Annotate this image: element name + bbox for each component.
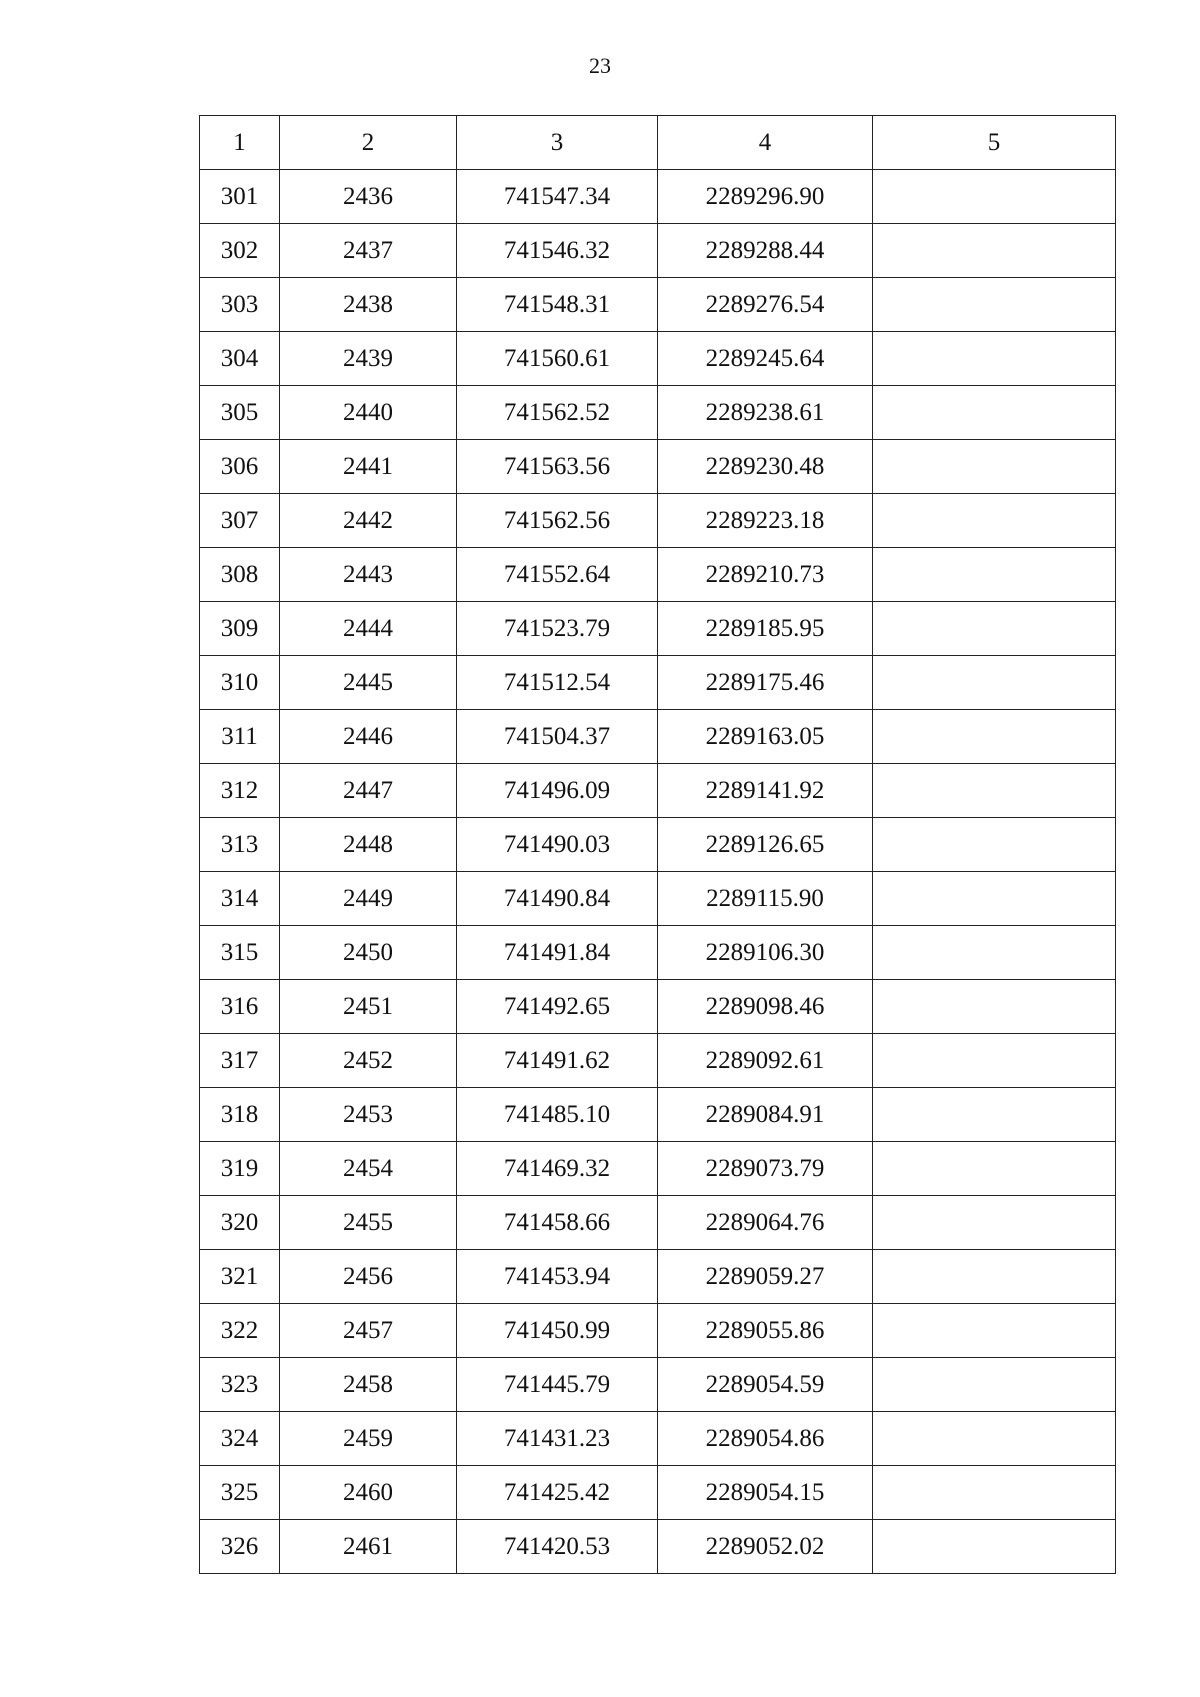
table-cell: 2289245.64 [658, 332, 873, 386]
table-cell: 2289185.95 [658, 602, 873, 656]
header-cell: 4 [658, 116, 873, 170]
table-cell: 741420.53 [457, 1520, 658, 1574]
table-row [200, 1034, 1116, 1088]
table-cell [873, 1466, 1116, 1520]
table-row [200, 818, 1116, 872]
table-cell [873, 710, 1116, 764]
table-cell: 2289163.05 [658, 710, 873, 764]
table-cell: 2289064.76 [658, 1196, 873, 1250]
table-cell: 2289054.59 [658, 1358, 873, 1412]
table-cell: 741458.66 [457, 1196, 658, 1250]
table-cell: 2436 [280, 170, 457, 224]
table-row [200, 332, 1116, 386]
table-cell: 321 [200, 1250, 280, 1304]
table-cell: 2289059.27 [658, 1250, 873, 1304]
table-cell: 741425.42 [457, 1466, 658, 1520]
table-cell [873, 278, 1116, 332]
table-cell: 313 [200, 818, 280, 872]
table-cell: 316 [200, 980, 280, 1034]
table-cell: 309 [200, 602, 280, 656]
table-cell: 741562.56 [457, 494, 658, 548]
table-cell: 741562.52 [457, 386, 658, 440]
table-cell: 2461 [280, 1520, 457, 1574]
header-row [200, 116, 1116, 170]
table-cell: 2441 [280, 440, 457, 494]
table-cell: 2457 [280, 1304, 457, 1358]
table-cell: 318 [200, 1088, 280, 1142]
table-row [200, 1088, 1116, 1142]
table-cell: 2289276.54 [658, 278, 873, 332]
table-cell [873, 1088, 1116, 1142]
table-cell: 315 [200, 926, 280, 980]
table-cell [873, 1304, 1116, 1358]
table-cell [873, 494, 1116, 548]
table-row [200, 980, 1116, 1034]
table-cell: 2452 [280, 1034, 457, 1088]
table-cell: 741453.94 [457, 1250, 658, 1304]
table-cell: 324 [200, 1412, 280, 1466]
table-cell: 2289106.30 [658, 926, 873, 980]
table-cell: 305 [200, 386, 280, 440]
table-row [200, 278, 1116, 332]
table-cell: 312 [200, 764, 280, 818]
table-cell [873, 1034, 1116, 1088]
table-row [200, 872, 1116, 926]
table-cell: 741546.32 [457, 224, 658, 278]
table-cell: 325 [200, 1466, 280, 1520]
table-body [200, 170, 1116, 1574]
table-row [200, 170, 1116, 224]
table-cell: 2289238.61 [658, 386, 873, 440]
table-cell [873, 1250, 1116, 1304]
table-cell: 2437 [280, 224, 457, 278]
table-cell: 2440 [280, 386, 457, 440]
table-cell: 322 [200, 1304, 280, 1358]
table-cell: 2289115.90 [658, 872, 873, 926]
table-cell: 741560.61 [457, 332, 658, 386]
table-cell: 2460 [280, 1466, 457, 1520]
table-cell [873, 764, 1116, 818]
coordinates-table [199, 115, 1116, 1574]
table-cell [873, 332, 1116, 386]
table-cell: 2289055.86 [658, 1304, 873, 1358]
table-cell [873, 1520, 1116, 1574]
table-cell: 741491.62 [457, 1034, 658, 1088]
table-cell: 741490.03 [457, 818, 658, 872]
table-cell: 741512.54 [457, 656, 658, 710]
header-cell: 5 [873, 116, 1116, 170]
table-cell: 2289084.91 [658, 1088, 873, 1142]
table-cell: 741496.09 [457, 764, 658, 818]
table-cell: 301 [200, 170, 280, 224]
table-cell: 2456 [280, 1250, 457, 1304]
table-cell: 2445 [280, 656, 457, 710]
table-cell: 306 [200, 440, 280, 494]
table-cell: 2289054.86 [658, 1412, 873, 1466]
table-cell [873, 656, 1116, 710]
table-cell: 741547.34 [457, 170, 658, 224]
table-row [200, 1466, 1116, 1520]
table-cell: 741450.99 [457, 1304, 658, 1358]
table-row [200, 386, 1116, 440]
table-cell [873, 818, 1116, 872]
table-cell [873, 1196, 1116, 1250]
table-cell: 2454 [280, 1142, 457, 1196]
table-row [200, 1358, 1116, 1412]
table-cell: 317 [200, 1034, 280, 1088]
table-cell: 2451 [280, 980, 457, 1034]
table-row [200, 602, 1116, 656]
table-cell: 2289098.46 [658, 980, 873, 1034]
table-cell: 311 [200, 710, 280, 764]
table-cell: 741504.37 [457, 710, 658, 764]
table-row [200, 224, 1116, 278]
table-cell [873, 926, 1116, 980]
table-cell: 307 [200, 494, 280, 548]
table-cell: 2289054.15 [658, 1466, 873, 1520]
table-cell: 2449 [280, 872, 457, 926]
table-cell [873, 386, 1116, 440]
table-cell: 2289175.46 [658, 656, 873, 710]
table-cell: 2289296.90 [658, 170, 873, 224]
table-row [200, 1196, 1116, 1250]
table-cell: 2289126.65 [658, 818, 873, 872]
table-cell: 2289288.44 [658, 224, 873, 278]
table-cell: 2289210.73 [658, 548, 873, 602]
table-cell: 741490.84 [457, 872, 658, 926]
table-cell: 2438 [280, 278, 457, 332]
table-cell: 319 [200, 1142, 280, 1196]
table-cell: 308 [200, 548, 280, 602]
table-cell: 2289141.92 [658, 764, 873, 818]
table-cell: 314 [200, 872, 280, 926]
table-cell [873, 548, 1116, 602]
table-cell [873, 224, 1116, 278]
table-cell: 741552.64 [457, 548, 658, 602]
table-cell: 2442 [280, 494, 457, 548]
table-row [200, 494, 1116, 548]
table-cell: 2453 [280, 1088, 457, 1142]
table-cell: 741491.84 [457, 926, 658, 980]
table-cell [873, 1142, 1116, 1196]
table-cell [873, 1358, 1116, 1412]
table-row [200, 1412, 1116, 1466]
table-row [200, 1250, 1116, 1304]
table-cell: 2289052.02 [658, 1520, 873, 1574]
header-cell: 1 [200, 116, 280, 170]
table-cell: 320 [200, 1196, 280, 1250]
table-cell [873, 170, 1116, 224]
table-row [200, 764, 1116, 818]
table-row [200, 1520, 1116, 1574]
table-cell: 323 [200, 1358, 280, 1412]
table-cell: 2459 [280, 1412, 457, 1466]
table-cell: 2289092.61 [658, 1034, 873, 1088]
table-row [200, 926, 1116, 980]
table-cell: 2289073.79 [658, 1142, 873, 1196]
table-cell: 741523.79 [457, 602, 658, 656]
table-cell: 2450 [280, 926, 457, 980]
table-cell [873, 602, 1116, 656]
table-cell: 2439 [280, 332, 457, 386]
table-row [200, 656, 1116, 710]
table-row [200, 710, 1116, 764]
table-cell: 2289230.48 [658, 440, 873, 494]
header-cell: 2 [280, 116, 457, 170]
table-cell: 310 [200, 656, 280, 710]
table-cell: 2458 [280, 1358, 457, 1412]
table-cell: 2446 [280, 710, 457, 764]
table-row [200, 440, 1116, 494]
table-cell: 326 [200, 1520, 280, 1574]
table-cell [873, 1412, 1116, 1466]
table-row [200, 1304, 1116, 1358]
table-cell: 741563.56 [457, 440, 658, 494]
table-cell: 2443 [280, 548, 457, 602]
table-cell: 741548.31 [457, 278, 658, 332]
table-cell [873, 872, 1116, 926]
table-cell: 741431.23 [457, 1412, 658, 1466]
table-cell [873, 440, 1116, 494]
table-header [200, 116, 1116, 170]
table-cell: 302 [200, 224, 280, 278]
table-cell: 2289223.18 [658, 494, 873, 548]
table-cell: 2447 [280, 764, 457, 818]
table-cell: 2444 [280, 602, 457, 656]
page-number: 23 [589, 53, 611, 78]
table-cell: 741485.10 [457, 1088, 658, 1142]
table-row [200, 1142, 1116, 1196]
table-cell: 2455 [280, 1196, 457, 1250]
table-cell: 304 [200, 332, 280, 386]
header-cell: 3 [457, 116, 658, 170]
table-cell: 741445.79 [457, 1358, 658, 1412]
table-row [200, 548, 1116, 602]
table-cell: 2448 [280, 818, 457, 872]
table-cell [873, 980, 1116, 1034]
table-cell: 303 [200, 278, 280, 332]
table-cell: 741469.32 [457, 1142, 658, 1196]
table-cell: 741492.65 [457, 980, 658, 1034]
